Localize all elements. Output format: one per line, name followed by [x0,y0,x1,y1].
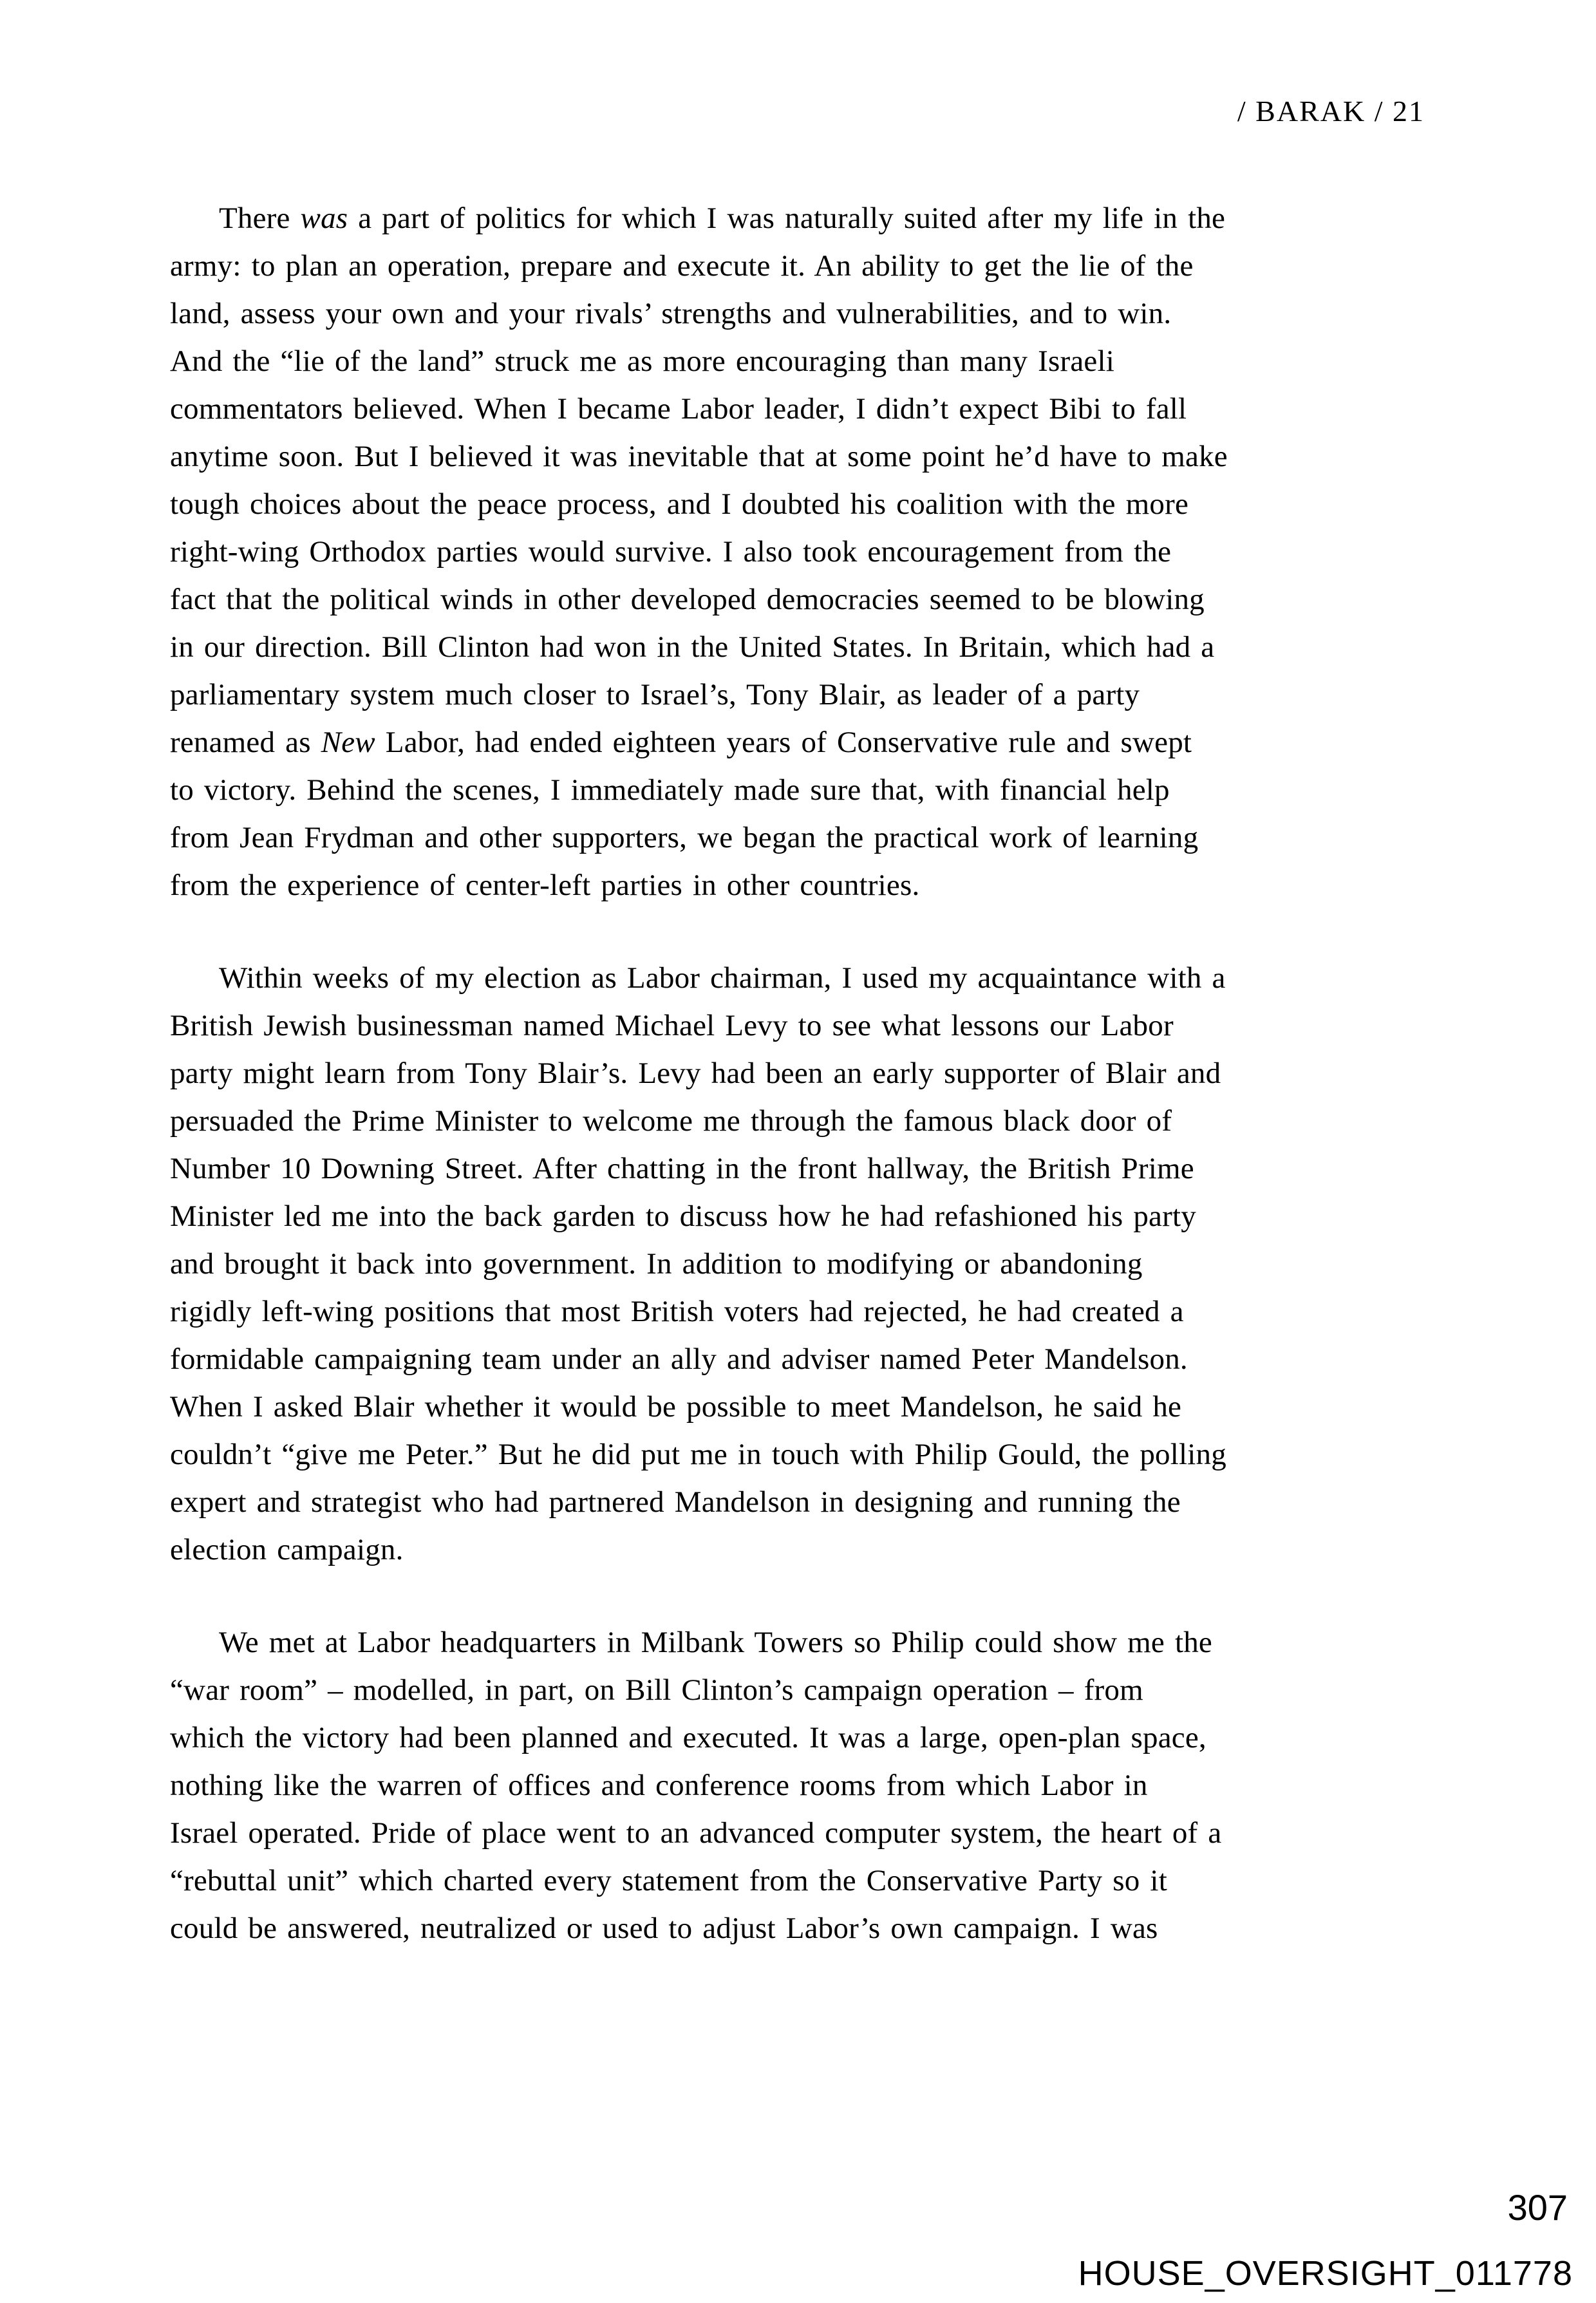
running-header: / BARAK / 21 [1237,95,1425,127]
text-line: which the victory had been planned and executed. It was a large, open-plan space, [170,1721,1206,1754]
text-line: commentators believed. When I became Labor leader, I didn’t expect Bibi to fall [170,392,1187,426]
text-line: Number 10 Downing Street. After chatting in the front hallway, the British Prime [170,1152,1194,1185]
text-line: renamed as New Labor, had ended eighteen years of Conservative rule and swept [170,726,1192,759]
text-line: party might learn from Tony Blair’s. Levy had been an early supporter of Blair and [170,1057,1221,1090]
text-line: from the experience of center-left parties in other countries. [170,869,920,902]
text-line: army: to plan an operation, prepare and execute it. An ability to get the lie of the [170,249,1194,283]
body-text [170,194,1454,1952]
text-line: in our direction. Bill Clinton had won in the United States. In Britain, which had a [170,630,1215,664]
bates-stamp: HOUSE_OVERSIGHT_011778 [1078,2254,1573,2293]
text-line: British Jewish businessman named Michael Levy to see what lessons our Labor [170,1009,1174,1042]
paragraph [170,194,1454,909]
text-line: election campaign. [170,1533,404,1566]
page-number: 307 [1507,2187,1568,2228]
text-line: “rebuttal unit” which charted every statement from the Conservative Party so it [170,1864,1167,1897]
text-line: nothing like the warren of offices and conference rooms from which Labor in [170,1769,1148,1802]
paragraph [170,1619,1454,1952]
text-line: We met at Labor headquarters in Milbank Towers so Philip could show me the [219,1626,1212,1659]
text-line: parliamentary system much closer to Israel’s, Tony Blair, as leader of a party [170,678,1140,711]
text-line: right-wing Orthodox parties would survive. I also took encouragement from the [170,535,1172,569]
text-line: There was a part of politics for which I was naturally suited after my life in the [219,202,1226,235]
text-line: tough choices about the peace process, and I doubted his coalition with the more [170,487,1189,521]
text-line: to victory. Behind the scenes, I immediately made sure that, with financial help [170,773,1170,807]
text-line: “war room” – modelled, in part, on Bill Clinton’s campaign operation – from [170,1673,1143,1707]
text-line: couldn’t “give me Peter.” But he did put me in touch with Philip Gould, the polling [170,1438,1226,1471]
text-line: Within weeks of my election as Labor chairman, I used my acquaintance with a [219,961,1226,995]
text-line: from Jean Frydman and other supporters, we began the practical work of learning [170,821,1199,854]
text-line: fact that the political winds in other developed democracies seemed to be blowing [170,583,1205,616]
text-line: land, assess your own and your rivals’ strengths and vulnerabilities, and to win. [170,297,1172,330]
text-line: and brought it back into government. In addition to modifying or abandoning [170,1247,1143,1281]
text-line: And the “lie of the land” struck me as more encouraging than many Israeli [170,344,1114,378]
text-line: Minister led me into the back garden to discuss how he had refashioned his party [170,1199,1196,1233]
text-line: rigidly left-wing positions that most British voters had rejected, he had created a [170,1295,1184,1328]
text-line: could be answered, neutralized or used to adjust Labor’s own campaign. I was [170,1912,1158,1945]
text-line: formidable campaigning team under an ally and adviser named Peter Mandelson. [170,1342,1188,1376]
text-line: persuaded the Prime Minister to welcome me through the famous black door of [170,1104,1172,1138]
paragraph [170,954,1454,1574]
text-line: anytime soon. But I believed it was inevitable that at some point he’d have to make [170,440,1228,473]
text-line: When I asked Blair whether it would be possible to meet Mandelson, he said he [170,1390,1182,1424]
text-line: Israel operated. Pride of place went to an advanced computer system, the heart of a [170,1816,1222,1850]
text-line: expert and strategist who had partnered Mandelson in designing and running the [170,1485,1181,1519]
